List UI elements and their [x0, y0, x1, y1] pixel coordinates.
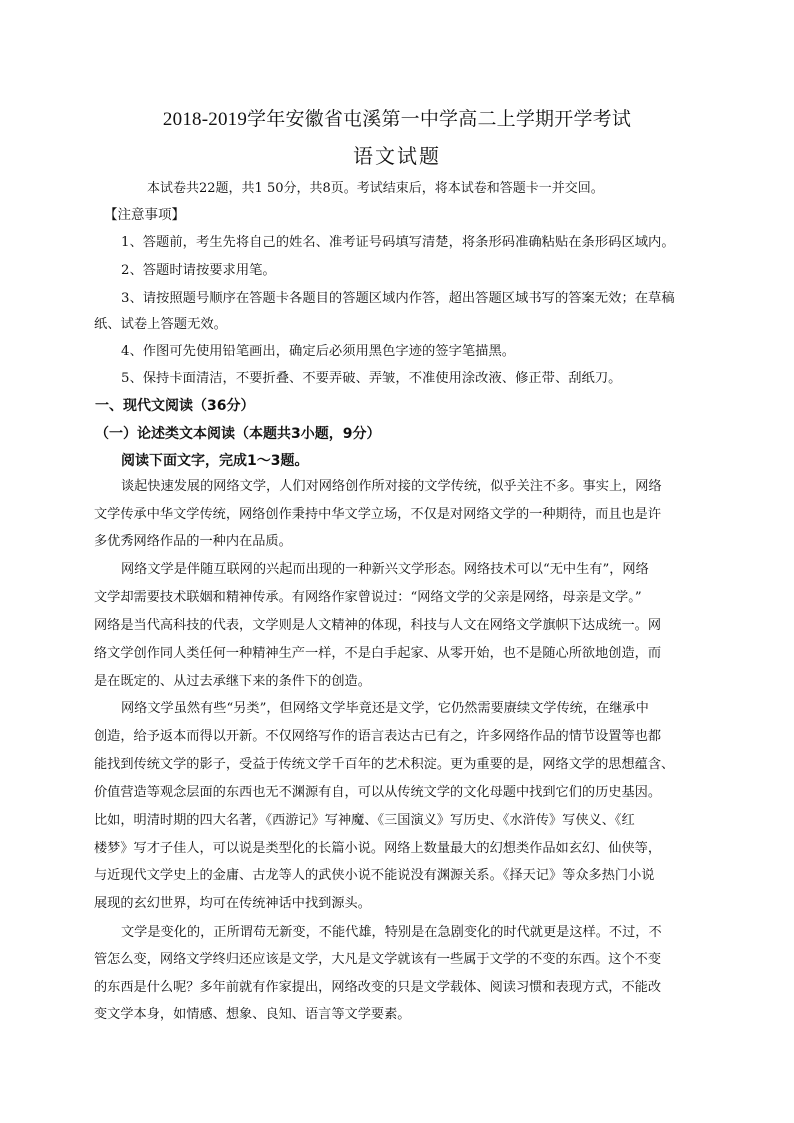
passage-line: 文学传承中华文学传统，网络创作秉持中华文学立场，不仅是对网络文学的一种期待，而且也是许 [94, 507, 662, 522]
intro-text: 本试卷共22题，共1 50分，共8页。考试结束后，将本试卷和答题卡一并交回。 [147, 181, 604, 196]
passage-line: 管怎么变，网络文学终归还应该是文学，大凡是文学就该有一些属于文学的不变的东西。这个不变 [94, 952, 662, 967]
passage-line: 价值营造等观念层面的东西也无不渊源有自，可以从传统文学的文化母题中找到它们的历史基因。 [94, 785, 662, 800]
reading-instruction: 阅读下面文字，完成1～3题。 [121, 453, 309, 469]
passage-line: 网络是当代高科技的代表，文学则是人文精神的体现，科技与人文在网络文学旗帜下达成统一。网 [94, 618, 662, 633]
passage-line: 网络文学虽然有些“另类”，但网络文学毕竟还是文学，它仍然需要赓续文学传统，在继承中 [121, 701, 649, 716]
passage-line: 的东西是什么呢？多年前就有作家提出，网络改变的只是文学载体、阅读习惯和表现方式，不能改 [94, 980, 662, 995]
passage-line: 文学是变化的，正所谓苟无新变，不能代雄，特别是在急剧变化的时代就更是这样。不过，不 [121, 925, 662, 940]
exam-subtitle: 语文试题 [353, 146, 441, 168]
passage-line: 能找到传统文学的影子，受益于传统文学千百年的艺术积淀。更为重要的是，网络文学的思想蕴含、 [94, 757, 675, 772]
passage-line: 文学却需要技术联姻和精神传承。有网络作家曾说过：“网络文学的父亲是网络，母亲是文学。” [94, 590, 642, 605]
subsection-heading: （一）论述类文本阅读（本题共3小题，9分） [95, 426, 381, 442]
passage-line: 创造，给予返本而得以开新。不仅网络写作的语言表达古已有之，许多网络作品的情节设置等也都 [94, 729, 662, 744]
passage-line: 与近现代文学史上的金庸、古龙等人的武侠小说不能说没有渊源关系。《择天记》等众多热门小说 [94, 868, 655, 883]
passage-line: 多优秀网络作品的一种内在品质。 [94, 534, 292, 549]
notice-item: 4、作图可先使用铅笔画出，确定后必须用黑色字迹的签字笔描黑。 [121, 344, 516, 359]
passage-line: 楼梦》写才子佳人，可以说是类型化的长篇小说。网络上数量最大的幻想类作品如玄幻、仙侠等， [94, 841, 662, 856]
notice-item: 纸、试卷上答题无效。 [94, 317, 227, 332]
notice-item: 3、请按照题号顺序在答题卡各题目的答题区域内作答，超出答题区域书写的答案无效；在草稿 [121, 291, 675, 306]
passage-line: 变文学本身，如情感、想象、良知、语言等文学要素。 [94, 1007, 411, 1022]
passage-line: 谈起快速发展的网络文学，人们对网络创作所对接的文学传统，似乎关注不多。事实上，网络 [121, 479, 662, 494]
passage-line: 比如，明清时期的四大名著，《西游记》写神魔、《三国演义》写历史、《水浒传》写侠义、《红 [94, 813, 635, 828]
notice-item: 1、答题前，考生先将自己的姓名、准考证号码填写清楚，将条形码准确粘贴在条形码区域内。 [121, 235, 675, 250]
passage-line: 网络文学是伴随互联网的兴起而出现的一种新兴文学形态。网络技术可以“无中生有”，网络 [121, 562, 649, 577]
exam-title: 2018-2019学年安徽省屯溪第一中学高二上学期开学考试 [162, 109, 632, 130]
notice-item: 2、答题时请按要求用笔。 [121, 263, 276, 278]
passage-line: 展现的玄幻世界，均可在传统神话中找到源头。 [94, 896, 371, 911]
section-heading: 一、现代文阅读（36分） [95, 398, 255, 414]
notice-heading: 【注意事项】 [104, 207, 185, 223]
passage-line: 络文学创作同人类任何一种精神生产一样，不是白手起家、从零开始，也不是随心所欲地创造，而 [94, 646, 662, 661]
passage-line: 是在既定的、从过去承继下来的条件下的创造。 [94, 674, 371, 689]
notice-item: 5、保持卡面清洁，不要折叠、不要弄破、弄皱，不准使用涂改液、修正带、刮纸刀。 [121, 371, 622, 386]
